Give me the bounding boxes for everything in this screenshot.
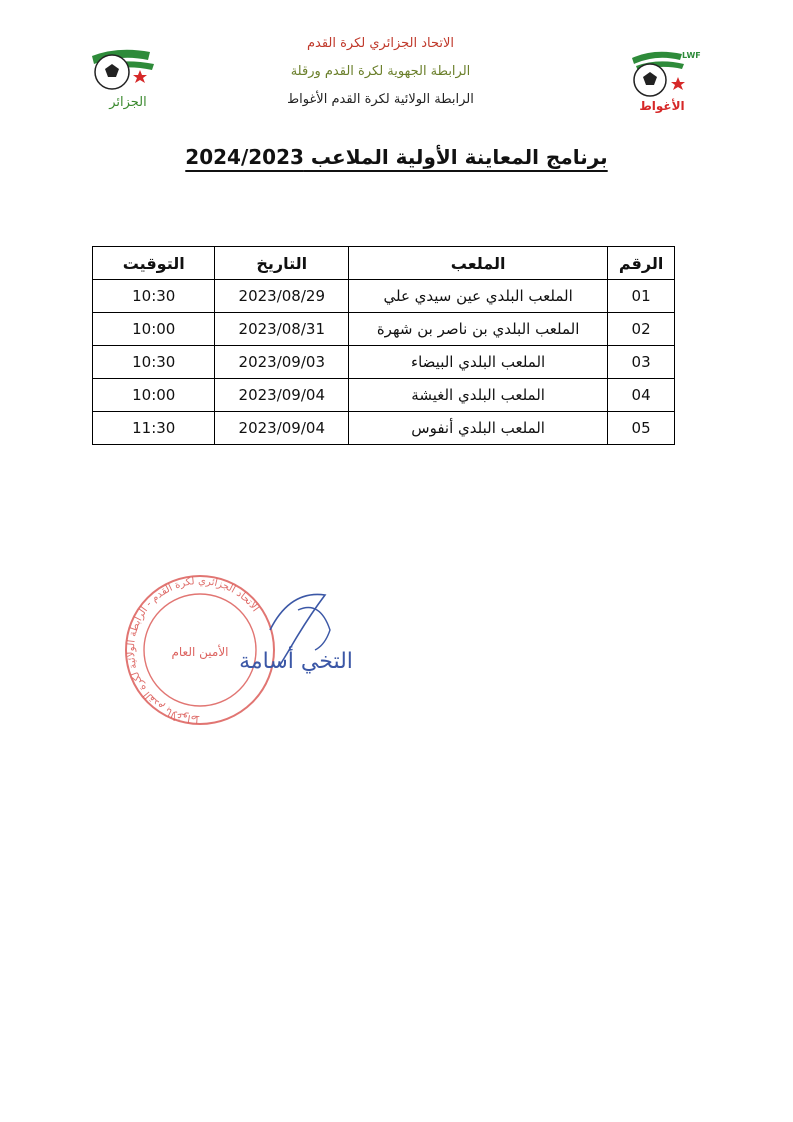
table-row [93, 346, 675, 379]
cell-venue: الملعب البلدي عين سيدي علي [349, 280, 608, 313]
cell-date: 2023/08/31 [215, 313, 349, 346]
cell-venue: الملعب البلدي بن ناصر بن شهرة [349, 313, 608, 346]
header-date: التاريخ [215, 247, 349, 280]
logo-left-text: الجزائر [109, 95, 147, 110]
stamp-ring-text: الاتحاد الجزائري لكرة القدم - الرابطة الولائية لكرة القدم بالأغواط [126, 575, 261, 725]
cell-time: 10:30 [93, 280, 215, 313]
cell-num: 01 [608, 280, 675, 313]
logo-right-text: الأغواط [639, 99, 685, 113]
cell-time: 11:30 [93, 412, 215, 445]
wilaya-league-name: الرابطة الولائية لكرة القدم الأغواط [287, 92, 474, 107]
table-row [93, 280, 675, 313]
cell-venue: الملعب البلدي الغيشة [349, 379, 608, 412]
header-time: التوقيت [93, 247, 215, 280]
stamp-center-text: الأمين العام [171, 645, 229, 659]
cell-num: 04 [608, 379, 675, 412]
cell-time: 10:00 [93, 313, 215, 346]
signer-name: التخي أسامة [239, 649, 353, 674]
page-title-text: برنامج المعاينة الأولية الملاعب 2024/2023 [185, 145, 608, 169]
logo-right-badge: LWF [682, 51, 701, 60]
cell-venue: الملعب البلدي البيضاء [349, 346, 608, 379]
inspection-schedule-table [92, 246, 675, 445]
federation-name: الاتحاد الجزائري لكرة القدم [306, 36, 455, 51]
header-num: الرقم [608, 247, 675, 280]
cell-num: 03 [608, 346, 675, 379]
cell-date: 2023/09/04 [215, 412, 349, 445]
cell-date: 2023/09/03 [215, 346, 349, 379]
header-venue: الملعب [349, 247, 608, 280]
table-row [93, 412, 675, 445]
table-row [93, 313, 675, 346]
table-row [93, 379, 675, 412]
regional-league-name: الرابطة الجهوية لكرة القدم ورقلة [290, 64, 471, 79]
cell-time: 10:00 [93, 379, 215, 412]
cell-date: 2023/08/29 [215, 280, 349, 313]
cell-num: 05 [608, 412, 675, 445]
page-title [0, 145, 793, 169]
table-header-row [93, 247, 675, 280]
official-stamp-signature [120, 570, 380, 730]
cell-num: 02 [608, 313, 675, 346]
cell-date: 2023/09/04 [215, 379, 349, 412]
cell-venue: الملعب البلدي أنفوس [349, 412, 608, 445]
cell-time: 10:30 [93, 346, 215, 379]
